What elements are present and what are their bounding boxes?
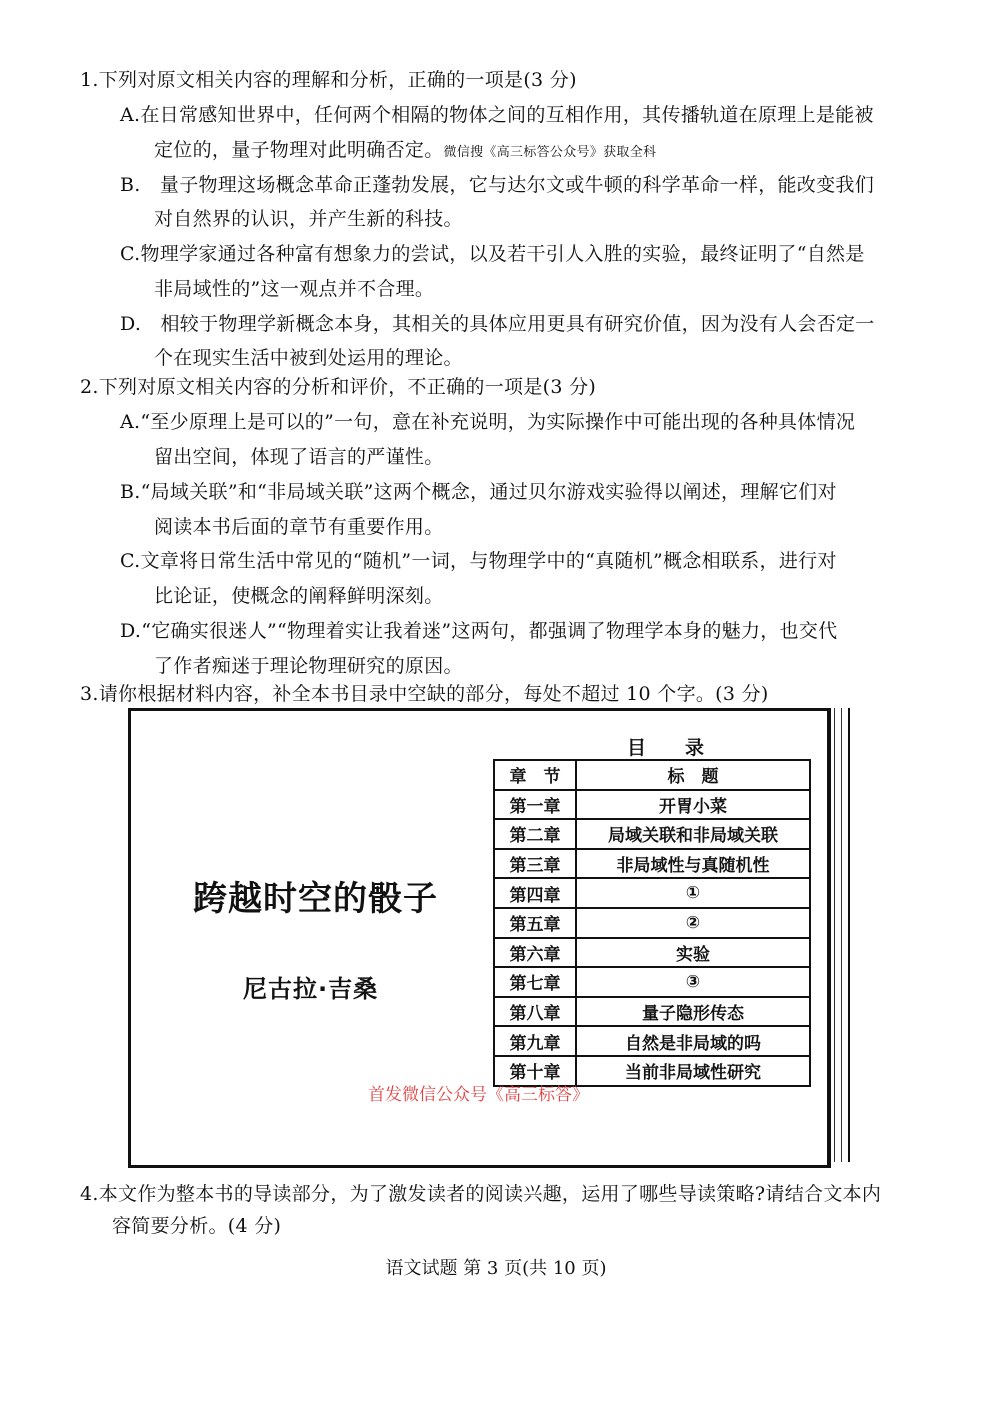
toc-title: 开胃小菜 [576, 790, 810, 820]
toc-chapter: 第四章 [494, 878, 576, 908]
table-row [494, 997, 810, 1027]
toc-chapter: 第六章 [494, 938, 576, 968]
table-row [494, 819, 810, 849]
table-row [494, 790, 810, 820]
q2-option-c-line2: 比论证，使概念的阐释鲜明深刻。 [154, 585, 444, 607]
q1-option-c-line2: 非局域性的”这一观点并不合理。 [154, 278, 435, 300]
toc-chapter: 第九章 [494, 1026, 576, 1056]
toc-header-title: 标 题 [576, 760, 810, 790]
q2-option-d-line1: D.“它确实很迷人”“物理着实让我着迷”这两句，都强调了物理学本身的魅力，也交代 [120, 620, 838, 642]
toc-title: ② [576, 908, 810, 938]
q1-inline-note: 微信搜《高三标答公众号》获取全科 [443, 145, 657, 160]
q2-option-b-line1: B.“局域关联”和“非局域关联”这两个概念，通过贝尔游戏实验得以阐述，理解它们对 [120, 481, 837, 503]
toc-chapter: 第五章 [494, 908, 576, 938]
question-2-stem: 2.下列对原文相关内容的分析和评价，不正确的一项是(3 分) [80, 376, 597, 398]
toc-chapter: 第二章 [494, 819, 576, 849]
question-3-stem: 3.请你根据材料内容，补全本书目录中空缺的部分，每处不超过 10 个字。(3 分) [80, 683, 769, 705]
q1-option-c-line1: C.物理学家通过各种富有想象力的尝试，以及若干引人入胜的实验，最终证明了“自然是 [120, 243, 865, 265]
toc-title: 非局域性与真随机性 [576, 849, 810, 879]
q1-option-b-line1: B. 量子物理这场概念革命正蓬勃发展，它与达尔文或牛顿的科学革命一样，能改变我们 [120, 174, 875, 196]
table-row [494, 908, 810, 938]
toc-title: 实验 [576, 938, 810, 968]
toc-title: ③ [576, 967, 810, 997]
book-title: 跨越时空的骰子 [193, 879, 438, 919]
q2-option-b-line2: 阅读本书后面的章节有重要作用。 [154, 516, 444, 538]
toc-chapter: 第一章 [494, 790, 576, 820]
q2-option-d-line2: 了作者痴迷于理论物理研究的原因。 [154, 655, 463, 677]
watermark: 首发微信公众号《高三标答》 [368, 1085, 589, 1105]
table-row [494, 967, 810, 997]
table-row [494, 1026, 810, 1056]
toc-chapter: 第七章 [494, 967, 576, 997]
page-footer: 语文试题 第 3 页(共 10 页) [385, 1258, 607, 1279]
question-1-stem: 1.下列对原文相关内容的理解和分析，正确的一项是(3 分) [80, 69, 577, 91]
toc-title: ① [576, 878, 810, 908]
toc-header-row [494, 760, 810, 790]
q2-option-a-line1: A.“至少原理上是可以的”一句，意在补充说明，为实际操作中可能出现的各种具体情况 [120, 411, 856, 433]
toc-table [493, 759, 811, 1087]
toc-chapter: 第三章 [494, 849, 576, 879]
toc-title: 局域关联和非局域关联 [576, 819, 810, 849]
toc-chapter: 第八章 [494, 997, 576, 1027]
toc-chapter: 第十章 [494, 1056, 576, 1086]
q1-option-b-line2: 对自然界的认识，并产生新的科技。 [154, 208, 463, 230]
q2-option-a-line2: 留出空间，体现了语言的严谨性。 [154, 446, 444, 468]
q2-option-c-line1: C.文章将日常生活中常见的“随机”一词，与物理学中的“真随机”概念相联系，进行对 [120, 550, 837, 572]
toc-heading: 目 录 [627, 737, 715, 759]
toc-title: 自然是非局域的吗 [576, 1026, 810, 1056]
q1-option-d-line1: D. 相较于物理学新概念本身，其相关的具体应用更具有研究价值，因为没有人会否定一 [120, 313, 875, 335]
toc-title: 当前非局域性研究 [576, 1056, 810, 1086]
book-author: 尼古拉·吉桑 [243, 975, 379, 1003]
q1-option-d-line2: 个在现实生活中被到处运用的理论。 [154, 347, 463, 369]
table-row [494, 849, 810, 879]
question-4-stem-line2: 容简要分析。(4 分) [112, 1215, 282, 1237]
toc-title: 量子隐形传态 [576, 997, 810, 1027]
toc-header-chapter: 章 节 [494, 760, 576, 790]
q1-option-a-line2: 定位的，量子物理对此明确否定。微信搜《高三标答公众号》获取全科 [154, 139, 657, 161]
table-row [494, 878, 810, 908]
page-edge [836, 708, 842, 1162]
q1-option-a-line1: A.在日常感知世界中，任何两个相隔的物体之间的互相作用，其传播轨道在原理上是能被 [120, 104, 874, 126]
question-4-stem: 4.本文作为整本书的导读部分，为了激发读者的阅读兴趣，运用了哪些导读策略?请结合文本内 [80, 1183, 882, 1205]
table-row [494, 938, 810, 968]
page-edge [843, 708, 850, 1162]
